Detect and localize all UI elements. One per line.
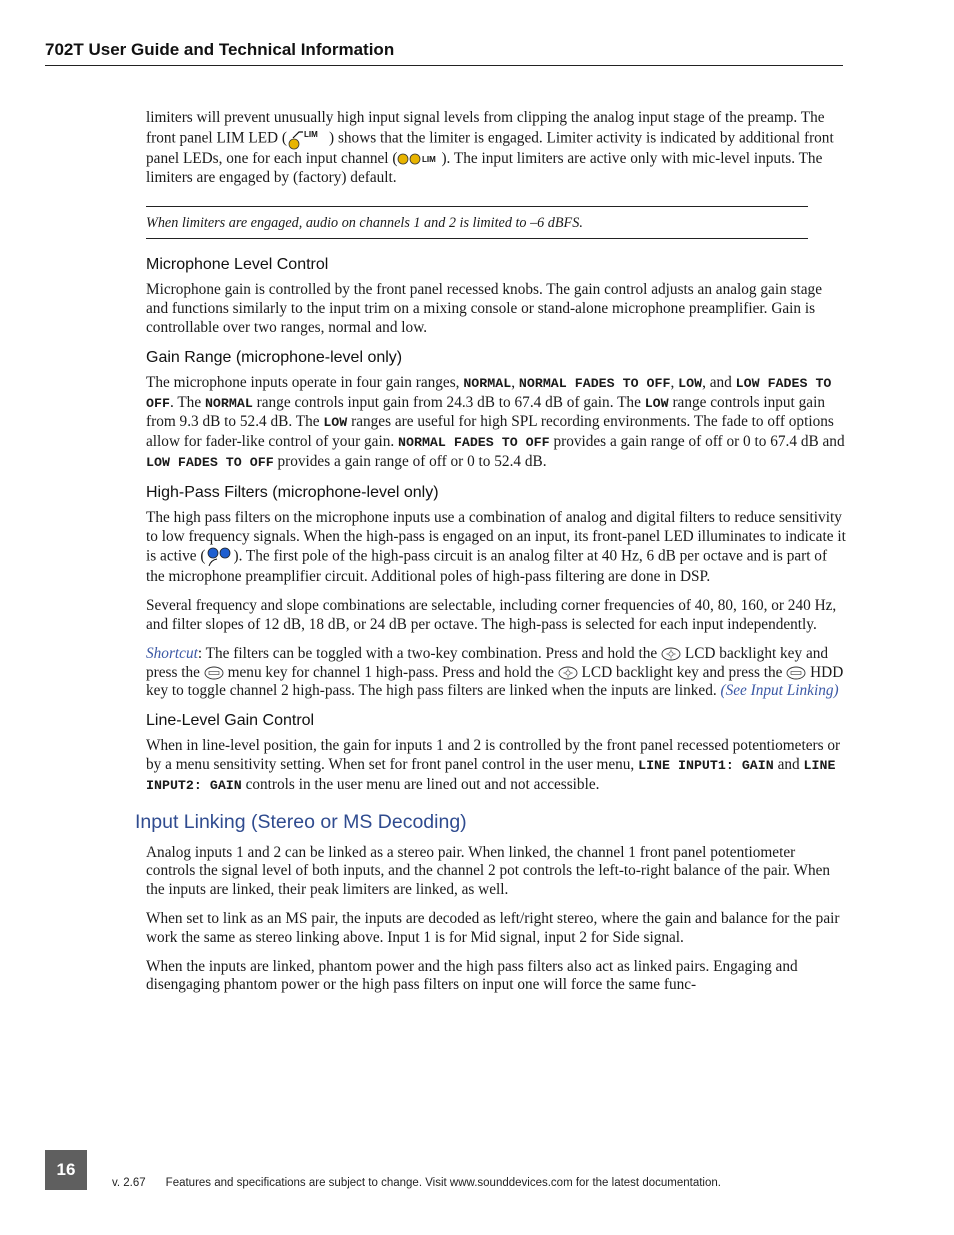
footer-disclaimer: Features and specifications are subject to change. Visit www.sounddevices.com for the latest documentation.: [165, 1177, 721, 1189]
limiters-paragraph: limiters will prevent unusually high input signal levels from clipping the analog input stage of the preamp. The front panel LIM LED ( LIM ) shows that the limiter is engaged. Limiter activity is indicated by additional front panel LEDs, one for each input channel ( LIM ). The input limiters are active only with mic-level inputs. The limiters are engaged by (factory) default.: [146, 109, 834, 186]
input-linking-paragraph-3: When the inputs are linked, phantom power and the high pass filters also act as linked pairs. Engaging and disengaging phantom power or the high pass filters on input one will force the same func-: [146, 957, 798, 994]
gain-range-paragraph: The microphone inputs operate in four gain ranges, NORMAL, NORMAL FADES TO OFF, LOW, and LOW FADES TO OFF. The NORMAL range controls input gain from 24.3 dB to 67.4 dB of gain. The LOW range controls input gain from 9.3 dB to 52.4 dB. The LOW ranges are useful for high SPL recording environments. The fade to off options allow for fader-like control of your gain. NORMAL FADES TO OFF provides a gain range of off or 0 to 67.4 dB and LOW FADES TO OFF provides a gain range of off or 0 to 52.4 dB.: [146, 373, 845, 470]
code-line-input1-gain: LINE INPUT1: GAIN: [638, 757, 774, 773]
line-level-paragraph: When in line-level position, the gain for inputs 1 and 2 is controlled by the front panel recessed potentiometers or by a menu sensitivity setting. When set for front panel control in the user menu, LINE INPUT1: GAIN and LINE INPUT2: GAIN controls in the user menu are lined out and not accessible.: [146, 737, 841, 793]
input-linking-heading: Input Linking (Stereo or MS Decoding): [135, 810, 467, 833]
gain-range-heading: Gain Range (microphone-level only): [146, 348, 403, 366]
code-normal-fades: NORMAL FADES TO OFF: [398, 435, 550, 451]
code-normal-fades: NORMAL FADES TO OFF: [518, 375, 671, 391]
see-input-linking-link[interactable]: (See Input Linking): [720, 682, 839, 700]
code-low-fades: LOW FADES TO OFF: [146, 454, 274, 470]
lim-led-icon: [287, 128, 329, 150]
page-content: [135, 109, 846, 1005]
code-low-fades: LOW FADES TO OFF: [146, 375, 832, 411]
header-title: 702T User Guide and Technical Information: [45, 40, 395, 59]
hpf-shortcut-paragraph: Shortcut: The filters can be toggled with a two-key combination. Press and hold the LCD backlight key and press the menu key for channel 1 high-pass. Press and hold the LCD backlight key and press the HDD key to toggle channel 2 high-pass. The high pass filters are linked when the inputs are linked. (See Input Linking): [146, 644, 844, 700]
lcd-backlight-key-icon: [558, 666, 578, 680]
hdd-key-icon: [786, 666, 806, 680]
hpf-heading: High-Pass Filters (microphone-level only): [146, 483, 439, 501]
header-rule: [45, 65, 843, 66]
lim-led-label: LIM: [304, 129, 318, 139]
code-low: LOW: [678, 375, 703, 391]
footer-notice: [112, 1177, 721, 1189]
hpf-led-icon: [205, 546, 233, 568]
limiter-note: When limiters are engaged, audio on channels 1 and 2 is limited to –6 dBFS.: [146, 206, 808, 239]
input-limiter-leds-label: LIM: [422, 155, 437, 165]
hpf-paragraph-1: The high pass filters on the microphone inputs use a combination of analog and digital filters to reduce sensitivity to low frequency signals. When the high-pass is engaged on an input, its front-panel LED illuminates to indicate it is active ( ). The first pole of the high-pass circuit is an analog filter at 40 Hz, 6 dB per octave and is part of the microphone preamplifier circuit. Additional poles of high-pass filtering are done in DSP.: [146, 508, 846, 586]
code-low: LOW: [323, 415, 348, 431]
mic-level-heading: Microphone Level Control: [146, 256, 329, 274]
shortcut-label: Shortcut: [146, 644, 198, 662]
code-low: LOW: [644, 395, 669, 411]
code-normal: NORMAL: [204, 395, 253, 411]
input-linking-paragraph-2: When set to link as an MS pair, the inputs are decoded as left/right stereo, where the gain and balance for the pair work the same as stereo linking above. Input 1 is for Mid signal, input 2 for Side signal.: [146, 909, 840, 946]
menu-key-icon: [204, 666, 224, 680]
lcd-backlight-key-icon: [661, 647, 681, 661]
input-linking-paragraph-1: Analog inputs 1 and 2 can be linked as a stereo pair. When linked, the channel 1 front panel potentiometer controls the signal level of both inputs, and the channel 2 pot controls the left-to-right balance of the pair. When the inputs are linked, their peak limiters are linked, as well.: [146, 843, 831, 899]
footer-version: v. 2.67: [112, 1177, 146, 1189]
hpf-paragraph-2: Several frequency and slope combinations are selectable, including corner frequencies of 40, 80, 160, or 240 Hz, and filter slopes of 12 dB, 18 dB, or 24 dB per octave. The high-pass is selected for each input independently.: [146, 597, 837, 633]
mic-level-paragraph: Microphone gain is controlled by the front panel recessed knobs. The gain control adjusts an analog gain stage and functions similarly to the input trim on a mixing console or stand-alone microphone preamplifier. Gain is controllable over two ranges, normal and low.: [146, 281, 822, 336]
code-line-input2-gain: LINE INPUT2: GAIN: [146, 757, 836, 793]
input-limiter-leds-icon: [397, 152, 441, 166]
line-level-heading: Line-Level Gain Control: [146, 712, 315, 730]
code-normal: NORMAL: [463, 375, 512, 391]
page-number: 16: [45, 1150, 87, 1190]
